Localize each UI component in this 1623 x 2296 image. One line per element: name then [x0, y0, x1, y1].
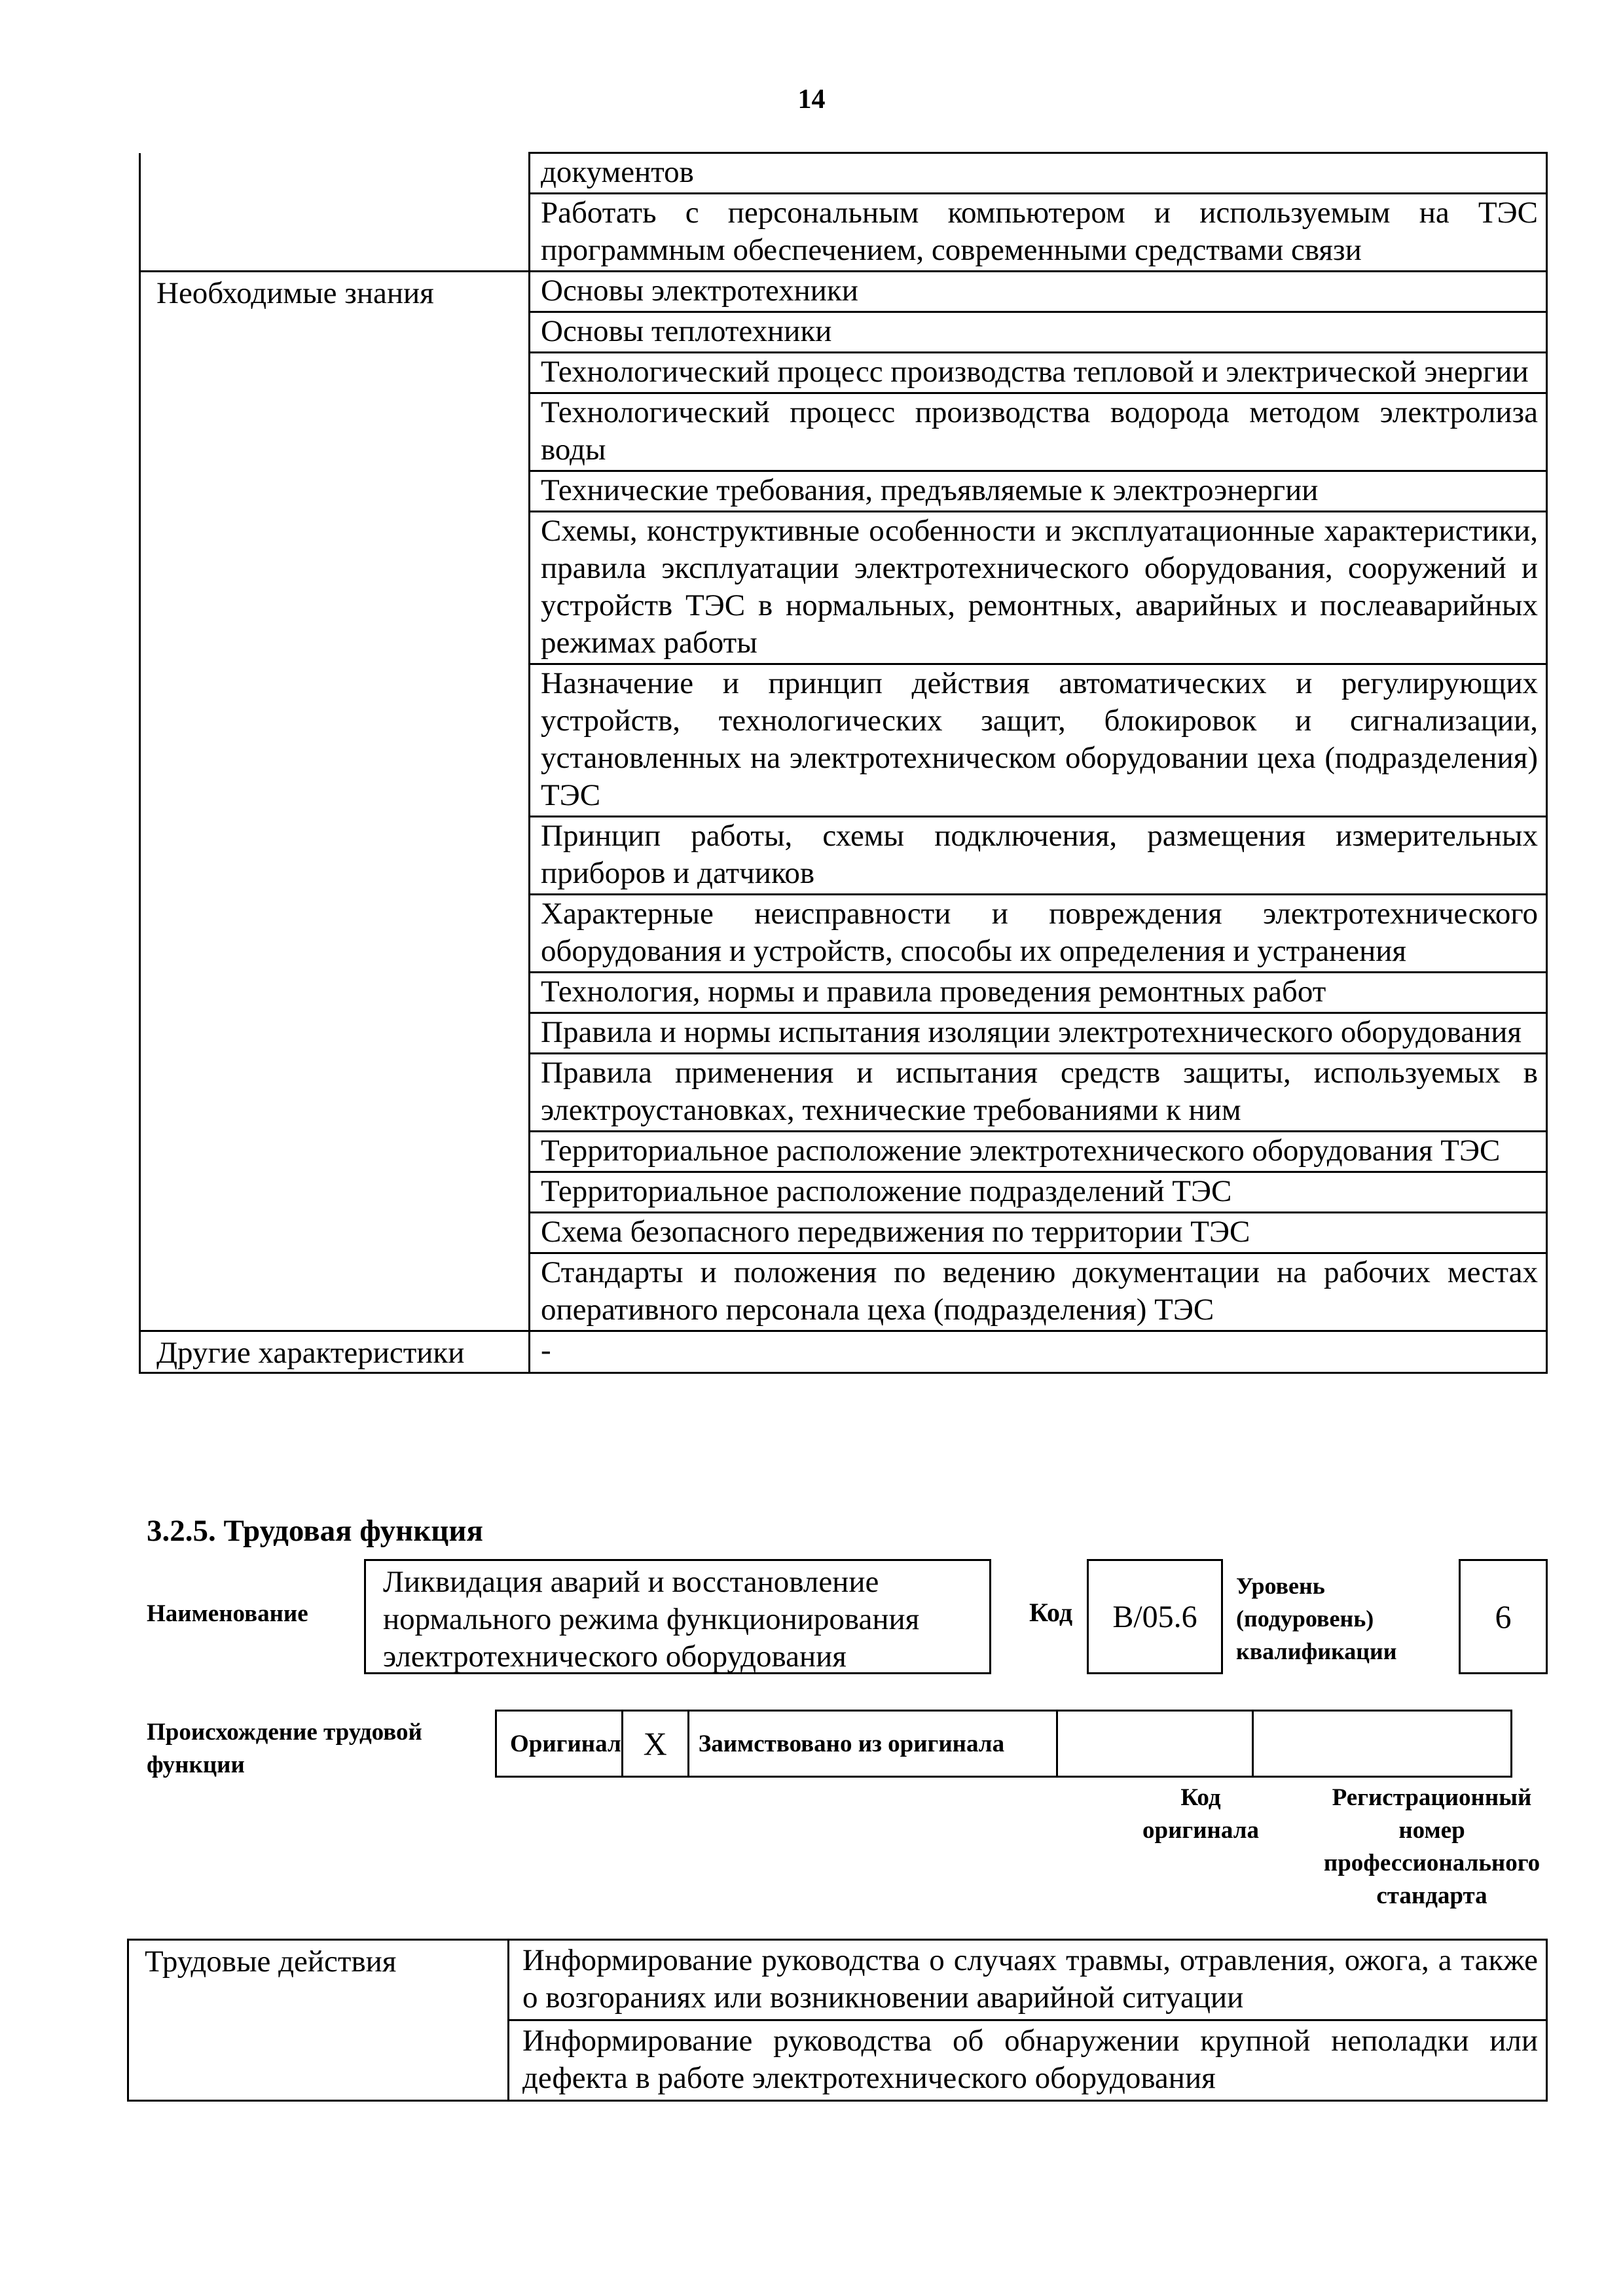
other-characteristics-label: Другие характеристики — [140, 1331, 530, 1373]
knowledge-item: Назначение и принцип действия автоматических и регулирующих устройств, технологических защит, блокировок и сигнализации, установленных на электротехническом оборудовании цеха (подразделения) ТЭС — [530, 664, 1547, 817]
level-label-line: квалификации — [1236, 1638, 1397, 1664]
other-characteristics-value: - — [530, 1331, 1547, 1373]
knowledge-item: Технологический процесс производства водорода методом электролиза воды — [530, 393, 1547, 471]
table-row — [140, 272, 1547, 312]
caption-line: Регистрационный — [1332, 1784, 1532, 1811]
table-cell: документов — [530, 153, 1547, 194]
original-label: Оригинал — [496, 1711, 623, 1777]
section-heading: 3.2.5. Трудовая функция — [147, 1514, 483, 1548]
table-row — [140, 153, 1547, 194]
knowledge-item: Принцип работы, схемы подключения, размещения измерительных приборов и датчиков — [530, 817, 1547, 895]
knowledge-item: Технологический процесс производства тепловой и электрической энергии — [530, 353, 1547, 393]
origin-table — [495, 1710, 1512, 1778]
caption-line: Код — [1180, 1784, 1221, 1811]
qualification-level-label — [1236, 1570, 1397, 1668]
caption-line: оригинала — [1142, 1817, 1259, 1844]
function-name-box — [364, 1559, 991, 1674]
code-label: Код — [1029, 1598, 1073, 1627]
knowledge-item: Территориальное расположение подразделений ТЭС — [530, 1172, 1547, 1213]
knowledge-item: Схемы, конструктивные особенности и эксплуатационные характеристики, правила эксплуатации электротехнического оборудования, сооружений и устройств ТЭС в нормальных, ремонтных, аварийных и послеаварийных режимах работы — [530, 512, 1547, 664]
knowledge-item: Правила применения и испытания средств защиты, используемых в электроустановках, технические требованиями к ним — [530, 1054, 1547, 1132]
knowledge-item: Правила и нормы испытания изоляции электротехнического оборудования — [530, 1013, 1547, 1054]
level-value: 6 — [1495, 1598, 1512, 1635]
knowledge-item: Схема безопасного передвижения по территории ТЭС — [530, 1213, 1547, 1253]
page-number: 14 — [797, 84, 826, 115]
level-box — [1459, 1559, 1548, 1674]
labor-action-item: Информирование руководства о случаях травмы, отравления, ожога, а также о возгораниях или возникновении аварийной ситуации — [509, 1940, 1547, 2020]
original-code-cell — [1057, 1711, 1252, 1777]
knowledge-table — [139, 152, 1548, 1374]
level-label-line: (подуровень) — [1236, 1605, 1374, 1632]
knowledge-item: Основы электротехники — [530, 272, 1547, 312]
registration-number-caption — [1296, 1782, 1567, 1912]
knowledge-item: Технология, нормы и правила проведения ремонтных работ — [530, 973, 1547, 1013]
original-mark: X — [622, 1711, 688, 1777]
table-row — [128, 1940, 1547, 2020]
caption-line: профессионального — [1323, 1850, 1541, 1876]
origin-label: Происхождение трудовой функции — [147, 1719, 422, 1778]
knowledge-item: Технические требования, предъявляемые к электроэнергии — [530, 471, 1547, 512]
function-name: Ликвидация аварий и восстановление нормального режима функционирования электротехнического оборудования — [383, 1565, 920, 1674]
knowledge-item: Основы теплотехники — [530, 312, 1547, 353]
labor-actions-label: Трудовые действия — [128, 1940, 509, 2101]
registration-number-cell — [1252, 1711, 1511, 1777]
labor-actions-table — [127, 1939, 1548, 2102]
knowledge-item: Характерные неисправности и повреждения электротехнического оборудования и устройств, способы их определения и устранения — [530, 895, 1547, 973]
caption-line: стандарта — [1376, 1882, 1487, 1909]
code-box — [1087, 1559, 1223, 1674]
borrowed-label: Заимствовано из оригинала — [688, 1711, 1057, 1777]
empty-label-cell — [140, 153, 530, 272]
code-value: В/05.6 — [1112, 1599, 1197, 1634]
table-row — [496, 1711, 1512, 1777]
name-label: Наименование — [147, 1600, 308, 1627]
level-label-line: Уровень — [1236, 1573, 1325, 1599]
table-row — [140, 1331, 1547, 1373]
original-code-caption — [1104, 1782, 1298, 1847]
knowledge-item: Стандарты и положения по ведению документации на рабочих местах оперативного персонала цеха (подразделения) ТЭС — [530, 1253, 1547, 1331]
knowledge-label: Необходимые знания — [140, 272, 530, 1331]
table-cell: Работать с персональным компьютером и используемым на ТЭС программным обеспечением, современными средствами связи — [530, 194, 1547, 272]
caption-line: номер — [1398, 1817, 1465, 1844]
knowledge-item: Территориальное расположение электротехнического оборудования ТЭС — [530, 1132, 1547, 1172]
labor-action-item: Информирование руководства об обнаружении крупной неполадки или дефекта в работе электротехнического оборудования — [509, 2020, 1547, 2101]
